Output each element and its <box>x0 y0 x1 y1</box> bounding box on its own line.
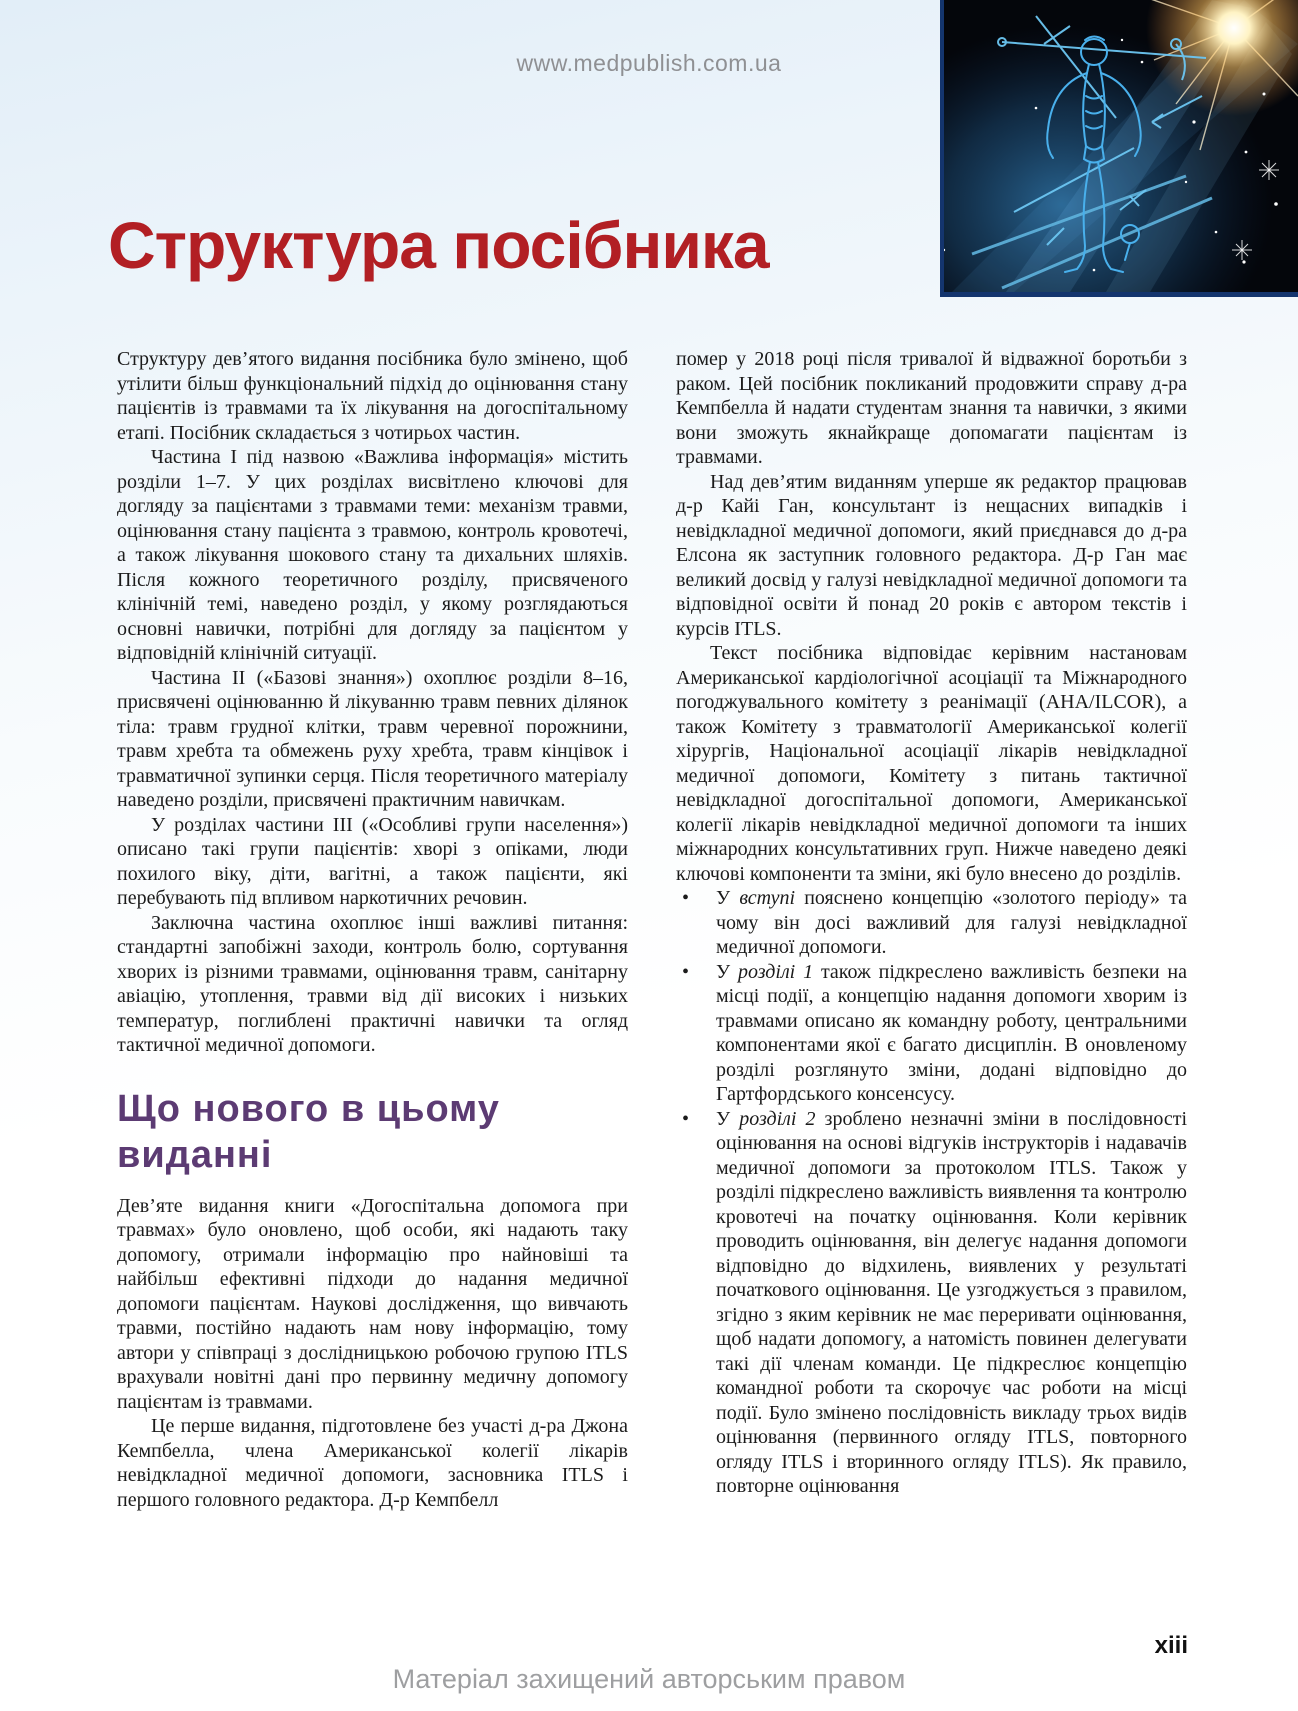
list-item: • У вступі пояснено концепцію «золотого періоду» та чому він досі важливий для галузі невідкладної медичної допомоги. <box>676 886 1187 960</box>
paragraph: Структуру дев’ятого видання посібника було змінено, щоб утілити більш функціональний підхід до оцінювання стану пацієнтів із травмами та їх лікування на догоспітальному етапі. Посібник складається з чотирьох частин. <box>117 348 628 444</box>
text-columns <box>117 347 1187 1512</box>
publisher-url: www.medpublish.com.ua <box>516 50 782 76</box>
paragraph: Над дев’ятим виданням уперше як редактор працював д-р Кайі Ган, консультант із нещасних випадків і невідкладної медичної допомоги, який приєднався до д-ра Елсона як заступник головного редактора. Д-р Ган має великий досвід у галузі невідкладної медичної допомоги та відповідної освіти й понад 20 років є автором текстів і курсів ITLS. <box>676 470 1187 640</box>
right-column <box>676 347 1187 1512</box>
page-title: Структура посібника <box>108 208 769 283</box>
paragraph: Частина II («Базові знання») охоплює розділи 8–16, присвячені оцінюванню й лікуванню травм певних ділянок тіла: травм грудної клітки, травм черевної порожнини, травм хребта та обмежень руху хребта, травм кінцівок і травматичної зупинки серця. Після теоретичного матеріалу наведено розділи, присвячені практичним навичкам. <box>117 666 628 811</box>
list-item: • У розділі 1 також підкреслено важливість безпеки на місці події, а концепцію надання допомоги хворим із травмами описано як командну роботу, центральними компонентами якої є багато дисциплін. В оновленому розділі розглянуто зміни, додані відповідно до Гартфордського консенсусу. <box>676 960 1187 1107</box>
paragraph: Заключна частина охоплює інші важливі питання: стандартні запобіжні заходи, контроль болю, сортування хворих із різними травмами, оцінювання травм, санітарну авіацію, утоплення, травми від дії високих і низьких температур, поглиблені практичні навички та огляд тактичної медичної допомоги. <box>117 911 628 1056</box>
copyright-notice: Матеріал захищений авторським правом <box>392 1664 906 1694</box>
wound-man-illustration <box>940 0 1298 297</box>
paragraph: У розділах частини III («Особливі групи населення») описано такі групи пацієнтів: хворі з опіками, люди похилого віку, діти, вагітні, а також пацієнти, які перебувають під впливом наркотичних речовин. <box>117 813 628 909</box>
section-heading: Що нового в цьому виданні <box>117 1087 500 1176</box>
paragraph: помер у 2018 році після тривалої й відважної боротьби з раком. Цей посібник покликаний продовжити справу д-ра Кемпбелла й надати студентам знання та навички, з якими вони зможуть якнайкраще допомагати пацієнтам із травмами. <box>676 348 1187 468</box>
wound-man-graphic <box>944 0 1298 292</box>
left-column <box>117 347 628 1512</box>
chapter-changes-list <box>676 886 1187 1499</box>
paragraph: Текст посібника відповідає керівним настановам Американської кардіологічної асоціації та Міжнародного погоджувального комітету з реанімації (AHA/ILCOR), а також Комітету з травматології Американської колегії хірургів, Національної асоціації лікарів невідкладної медичної допомоги, Комітету з питань тактичної невідкладної догоспітальної допомоги, Американської колегії лікарів невідкладної медичної допомоги та інших міжнародних консультативних груп. Нижче наведено деякі ключові компоненти та зміни, які було внесено до розділів. <box>676 642 1187 885</box>
paragraph: Це перше видання, підготовлене без участі д-ра Джона Кемпбелла, члена Американської колегії лікарів невідкладної медичної допомоги, засновника ITLS і першого головного редактора. Д-р Кемпбелл <box>117 1415 628 1511</box>
page-number: xiii <box>1154 1632 1188 1659</box>
paragraph: Частина I під назвою «Важлива інформація» містить розділи 1–7. У цих розділах висвітлено ключові для догляду за пацієнтами з травмами теми: механізм травми, оцінювання стану пацієнта з травмою, контроль кровотечі, а також лікування шокового стану та дихальних шляхів. Після кожного теоретичного розділу, присвяченого клінічній темі, наведено розділ, у якому розглядаються основні навички, потрібні для догляду за пацієнтом у відповідній клінічній ситуації. <box>117 446 628 664</box>
paragraph: Дев’яте видання книги «Догоспітальна допомога при травмах» було оновлено, щоб особи, які надають таку допомогу, отримали інформацію про найновіші та найбільш ефективні підходи до надання медичної допомоги пацієнтам. Наукові дослідження, що вивчають травми, постійно надають нам нову інформацію, тому автори у співпраці з дослідницькою робочою групою ITLS врахували новітні дані про первинну медичну допомогу пацієнтам із травмами. <box>117 1194 628 1413</box>
list-item: • У розділі 2 зроблено незначні зміни в послідовності оцінювання на основі відгуків інструкторів і надавачів медичної допомоги за протоколом ITLS. Також у розділі підкреслено важливість виявлення та контролю кровотечі на початку оцінювання. Коли керівник проводить оцінювання, він делегує надання допомоги відповідно до відхилень, виявлених у результаті початкового оцінювання. Це узгоджується з правилом, згідно з яким керівник не має переривати оцінювання, щоб надати допомогу, а натомість повинен делегувати такі дії членам команди. Це підкреслює концепцію командної роботи та скорочує час роботи на місці події. Було змінено послідовність викладу трьох видів оцінювання (первинного огляду ITLS, повторного огляду ITLS і вторинного огляду ITLS). Як правило, повторне оцінювання <box>676 1107 1187 1499</box>
